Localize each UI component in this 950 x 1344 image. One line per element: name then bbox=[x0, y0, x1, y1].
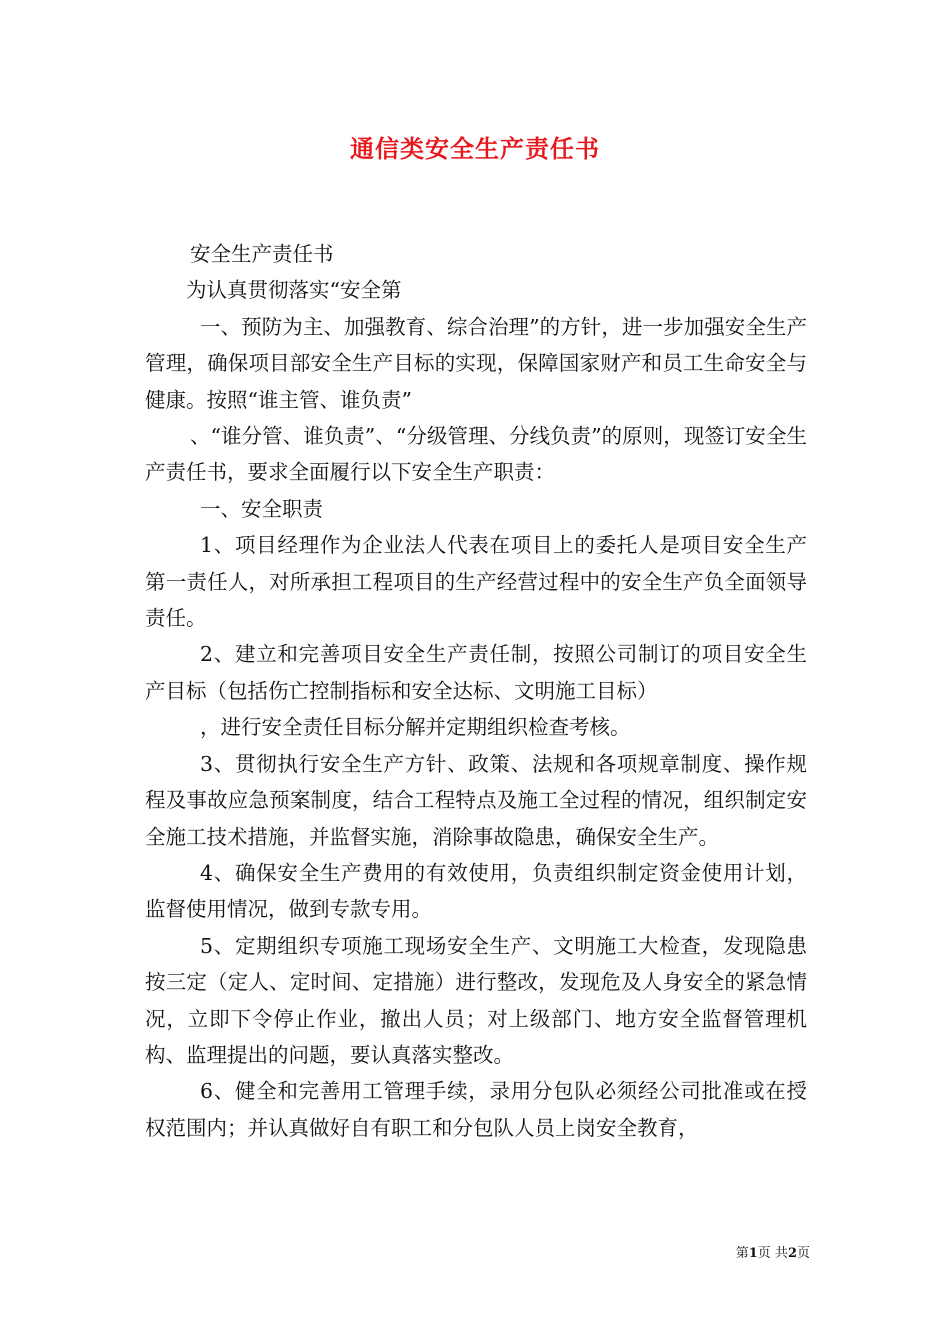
footer-total-pages: 2 bbox=[787, 1246, 797, 1261]
paragraph-heading: 安全生产责任书 bbox=[190, 242, 334, 266]
paragraph-principle: 一、预防为主、加强教育、综合治理”的方针，进一步加强安全生产管理，确保项目部安全生产目标的实现，保障国家财产和员工生命安全与健康。按照“谁主管、谁负责” bbox=[145, 314, 807, 412]
paragraph-item-4: 4、确保安全生产费用的有效使用，负责组织制定资金使用计划，监督使用情况，做到专款专用。 bbox=[145, 860, 807, 922]
document-title: 通信类安全生产责任书 bbox=[350, 134, 600, 163]
paragraph-intro: 为认真贯彻落实“安全第 bbox=[186, 278, 402, 303]
paragraph-item-3: 3、贯彻执行安全生产方针、政策、法规和各项规章制度、操作规程及事故应急预案制度，结合工程特点及施工全过程的情况，组织制定安全施工技术措施，并监督实施，消除事故隐患，确保安全生产。 bbox=[145, 751, 807, 849]
footer-current-page: 1 bbox=[748, 1246, 758, 1261]
paragraph-item-1: 1、项目经理作为企业法人代表在项目上的委托人是项目安全生产第一责任人，对所承担工程项目的生产经营过程中的安全生产负全面领导责任。 bbox=[145, 533, 807, 631]
paragraph-item-5: 5、定期组织专项施工现场安全生产、文明施工大检查，发现隐患按三定（定人、定时间、定措施）进行整改，发现危及人身安全的紧急情况，立即下令停止作业，撤出人员；对上级部门、地方安全监督管理机构、监理提出的问题，要认真落实整改。 bbox=[145, 933, 807, 1067]
section-heading-safety-duties: 一、安全职责 bbox=[200, 496, 323, 521]
footer-prefix: 第 bbox=[735, 1246, 749, 1261]
footer-middle: 页 共 bbox=[757, 1246, 788, 1261]
footer-suffix: 页 bbox=[796, 1246, 810, 1261]
paragraph-item-2: 2、建立和完善项目安全生产责任制，按照公司制订的项目安全生产目标（包括伤亡控制指标和安全达标、文明施工目标） bbox=[145, 642, 807, 703]
document-body bbox=[145, 236, 807, 1146]
paragraph-item-2-cont: ，进行安全责任目标分解并定期组织检查考核。 bbox=[200, 715, 631, 740]
page-number-footer bbox=[700, 1245, 810, 1263]
paragraph-item-6: 6、健全和完善用工管理手续，录用分包队必须经公司批准或在授权范围内；并认真做好自有职工和分包队人员上岗安全教育， bbox=[145, 1079, 807, 1140]
paragraph-principle-cont: 、“谁分管、谁负责”、“分级管理、分线负责”的原则，现签订安全生产责任书，要求全面履行以下安全生产职责： bbox=[145, 424, 807, 485]
